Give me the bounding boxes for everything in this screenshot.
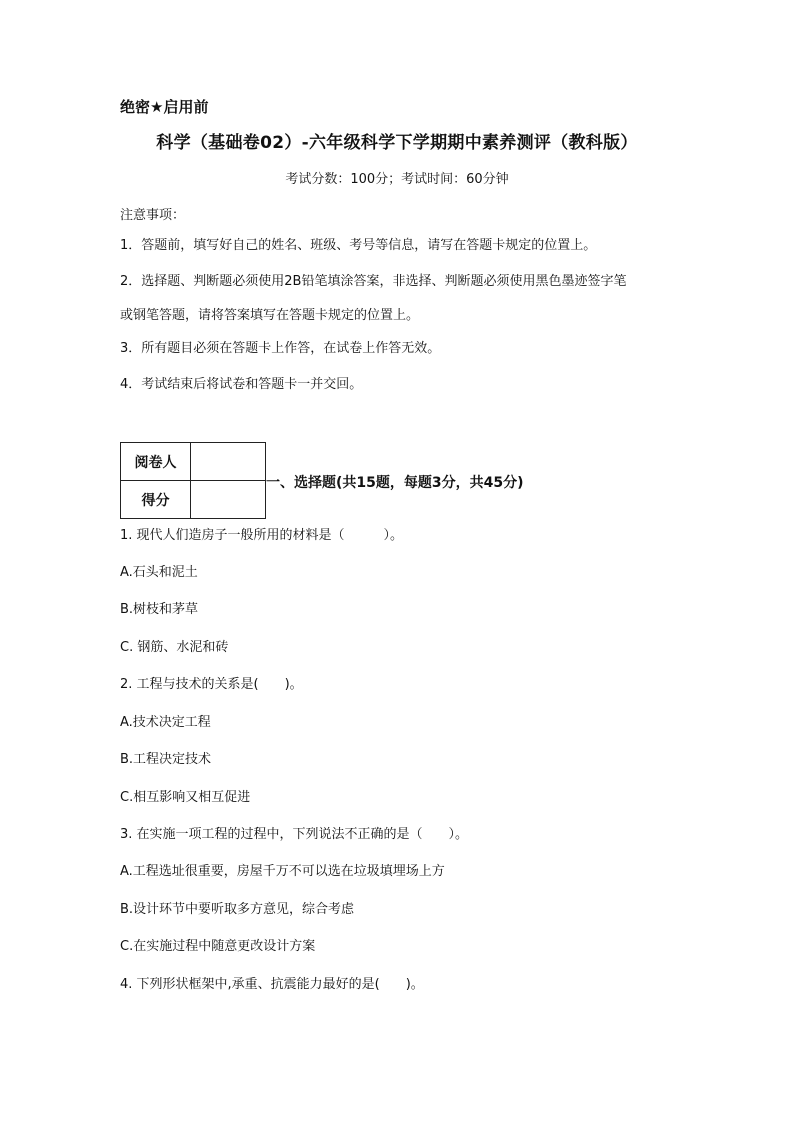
notice-heading: 注意事项： bbox=[120, 208, 186, 223]
question-2-option-b: B.工程决定技术 bbox=[120, 752, 212, 767]
notice-item-1: 1．答题前，填写好自己的姓名、班级、考号等信息，请写在答题卡规定的位置上。 bbox=[120, 238, 597, 253]
score-cell bbox=[191, 481, 266, 519]
reviewer-cell bbox=[191, 443, 266, 481]
question-2-option-c: C.相互影响又相互促进 bbox=[120, 790, 251, 805]
score-label: 得分 bbox=[121, 481, 191, 519]
exam-meta: 考试分数：100分；考试时间：60分钟 bbox=[285, 172, 509, 187]
section-heading: 一、选择题(共15题，每题3分，共45分) bbox=[266, 475, 524, 491]
score-table bbox=[120, 442, 266, 519]
question-1-option-a: A.石头和泥土 bbox=[120, 565, 198, 580]
question-3-option-b: B.设计环节中要听取多方意见，综合考虑 bbox=[120, 902, 355, 917]
exam-title: 科学（基础卷02）-六年级科学下学期期中素养测评（教科版） bbox=[156, 133, 638, 153]
question-2-option-a: A.技术决定工程 bbox=[120, 715, 211, 730]
question-3-option-a: A.工程选址很重要，房屋千万不可以选在垃圾填埋场上方 bbox=[120, 864, 445, 879]
question-3-option-c: C.在实施过程中随意更改设计方案 bbox=[120, 939, 316, 954]
question-1-option-b: B.树枝和茅草 bbox=[120, 602, 199, 617]
notice-item-2: 2．选择题、判断题必须使用2B铅笔填涂答案，非选择、判断题必须使用黑色墨迹签字笔 bbox=[120, 274, 627, 289]
confidential-mark: 绝密★启用前 bbox=[120, 98, 209, 116]
notice-item-4: 4．考试结束后将试卷和答题卡一并交回。 bbox=[120, 377, 363, 392]
question-1-option-c: C. 钢筋、水泥和砖 bbox=[120, 640, 229, 655]
question-3-stem: 3. 在实施一项工程的过程中，下列说法不正确的是（ ）。 bbox=[120, 827, 469, 842]
reviewer-label: 阅卷人 bbox=[121, 443, 191, 481]
notice-item-2-cont: 或钢笔答题，请将答案填写在答题卡规定的位置上。 bbox=[120, 308, 420, 323]
question-2-stem: 2. 工程与技术的关系是( )。 bbox=[120, 677, 303, 692]
question-4-stem: 4. 下列形状框架中,承重、抗震能力最好的是( )。 bbox=[120, 977, 424, 992]
notice-item-3: 3．所有题目必须在答题卡上作答，在试卷上作答无效。 bbox=[120, 341, 441, 356]
question-1-stem: 1. 现代人们造房子一般所用的材料是（ ）。 bbox=[120, 528, 404, 543]
